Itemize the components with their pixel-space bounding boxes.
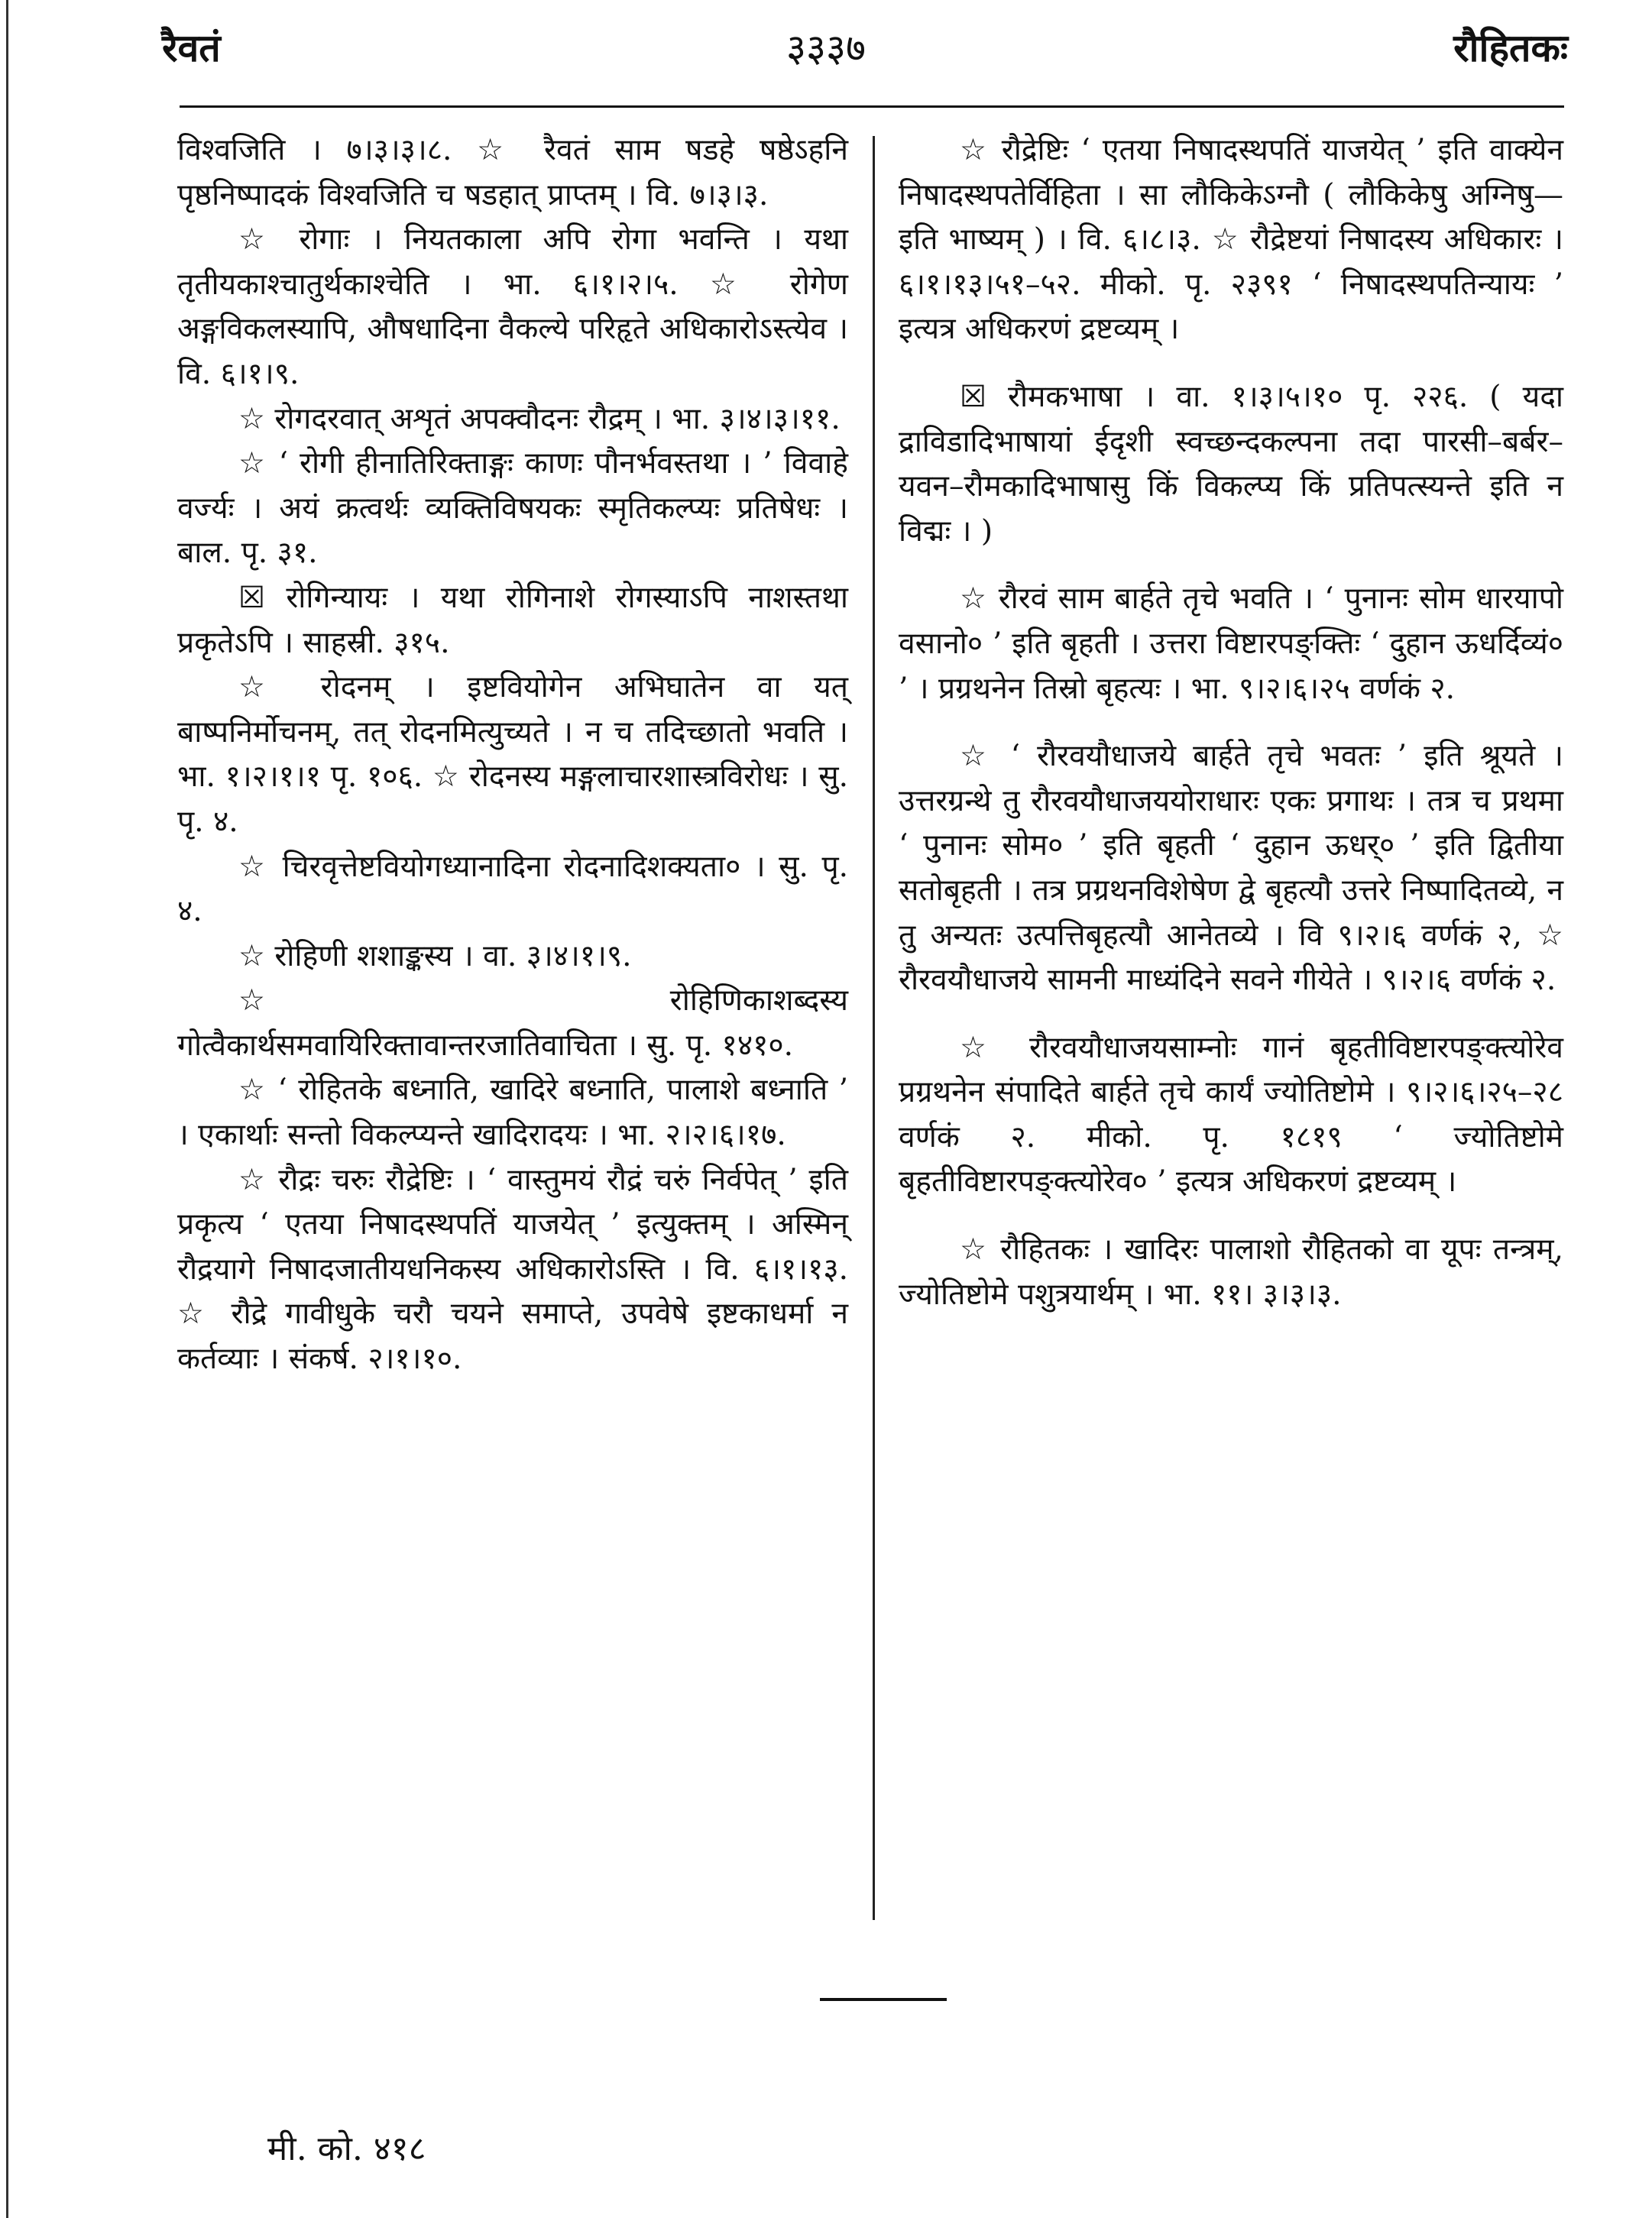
- footer-signature: मी. को. ४१८: [267, 2129, 426, 2168]
- entry-paragraph: ☆ ‘ रोहितके बध्नाति, खादिरे बध्नाति, पालाशे बध्नाति ’ । एकार्थाः सन्तो विकल्प्यन्ते खादिरादयः । भा. २।२।६।१७.: [177, 1073, 848, 1153]
- entry-paragraph: ☆ रौरवयौधाजयसाम्नोः गानं बृहतीविष्टारपङ्क्त्योरेव प्रग्रथनेन संपादिते बार्हते तृचे कार्यं ज्योतिष्टोमे । ९।२।६।२५–२८ वर्णकं २. मीको. पृ. १८१९ ‘ ज्योतिष्टोमे बृहतीविष्टारपङ्क्त्योरेव० ’ इत्यत्र अधिकरणं द्रष्टव्यम् ।: [899, 1030, 1563, 1200]
- running-head-right: रौहितकः: [1453, 25, 1568, 70]
- running-head-left: रैवतं: [162, 25, 221, 70]
- entry-paragraph: ☆ रौद्रेष्टिः ‘ एतया निषादस्थपतिं याजयेत् ’ इति वाक्येन निषादस्थपतेर्विहिता । सा लौकिकेऽग्नौ ( लौकिकेषु अग्निषु—इति भाष्यम् ) । वि. ६।८।३. ☆ रौद्रेष्टयां निषादस्य अधिकारः । ६।१।१३।५१–५२. मीको. पृ. २३९१ ‘ निषादस्थपतिन्यायः ’ इत्यत्र अधिकरणं द्रष्टव्यम् ।: [899, 133, 1563, 347]
- entry-paragraph: विश्वजिति । ७।३।३।८. ☆ रैवतं साम षडहे षष्ठेऽहनि पृष्ठनिष्पादकं विश्वजिति च षडहात् प्राप्तम् । वि. ७।३।३.: [177, 133, 848, 212]
- right-column: [899, 128, 1563, 1317]
- column-divider: [873, 136, 875, 1920]
- entry-paragraph: ☆ रोदनम् । इष्टवियोगेन अभिघातेन वा यत् बाष्पनिर्मोचनम्, तत् रोदनमित्युच्यते । न च तदिच्छातो भवति । भा. १।२।१।१ पृ. १०६. ☆ रोदनस्य मङ्गलाचारशास्त्रविरोधः । सु. पृ. ४.: [177, 670, 848, 839]
- entry-paragraph: ☆ रौरवं साम बार्हते तृचे भवति । ‘ पुनानः सोम धारयापो वसानो० ’ इति बृहती । उत्तरा विष्टारपङ्क्तिः ‘ दुहान ऊधर्दिव्यं० ’ । प्रग्रथनेन तिस्रो बृहत्यः । भा. ९।२।६।२५ वर्णकं २.: [899, 581, 1563, 706]
- header-rule: [180, 105, 1564, 108]
- entry-paragraph: ☆ रोगदरवात् अशृतं अपक्वौदनः रौद्रम् । भा. ३।४।३।११.: [238, 401, 841, 436]
- entry-paragraph: ☆ रौद्रः चरुः रौद्रेष्टिः । ‘ वास्तुमयं रौद्रं चरुं निर्वपेत् ’ इति प्रकृत्य ‘ एतया निषादस्थपतिं याजयेत् ’ इत्युक्तम् । अस्मिन् रौद्रयागे निषादजातीयधनिकस्य अधिकारोऽस्ति । वि. ६।१।१३. ☆ रौद्रे गावीधुके चरौ चयने समाप्ते, उपवेषे इष्टकाधर्मा न कर्तव्याः । संकर्ष. २।१।१०.: [177, 1162, 848, 1377]
- entry-paragraph: ☆ ‘ रोगी हीनातिरिक्ताङ्गः काणः पौनर्भवस्तथा । ’ विवाहे वर्ज्यः । अयं क्रत्वर्थः व्यक्तिविषयकः स्मृतिकल्प्यः प्रतिषेधः । बाल. पृ. ३१.: [177, 446, 848, 571]
- entry-paragraph: ☆ रोहिणी शशाङ्कस्य । वा. ३।४।१।९.: [238, 938, 632, 973]
- entry-paragraph: ☆ चिरवृत्तेष्टवियोगध्यानादिना रोदनादिशक्यता० । सु. पृ. ४.: [177, 849, 848, 929]
- end-rule: [820, 1998, 947, 2001]
- entry-paragraph: ☆ रोहिणिकाशब्दस्य गोत्वैकार्थसमवायिरिक्तावान्तरजातिवाचिता । सु. पृ. १४१०.: [177, 983, 848, 1063]
- page-edge-line: [6, 0, 8, 2218]
- entry-paragraph: ☆ रोगाः । नियतकाला अपि रोगा भवन्ति । यथा तृतीयकाश्चातुर्थकाश्चेति । भा. ६।१।२।५. ☆ रोगेण अङ्गविकलस्यापि, औषधादिना वैकल्ये परिहृते अधिकारोऽस्त्येव । वि. ६।१।९.: [177, 222, 848, 391]
- entry-paragraph: ☆ रौहितकः । खादिरः पालाशो रौहितको वा यूपः तन्त्रम्, ज्योतिष्टोमे पशुत्रयार्थम् । भा. ११। ३।३।३.: [899, 1232, 1563, 1312]
- entry-paragraph: ☆ ‘ रौरवयौधाजये बार्हते तृचे भवतः ’ इति श्रूयते । उत्तरग्रन्थे तु रौरवयौधाजययोराधारः एकः प्रगाथः । तत्र च प्रथमा ‘ पुनानः सोम० ’ इति बृहती ‘ दुहान ऊधर्० ’ इति द्वितीया सतोबृहती । तत्र प्रग्रथनविशेषेण द्वे बृहत्यौ उत्तरे निष्पादितव्ये, न तु अन्यतः उत्पत्तिबृहत्यौ आनेतव्ये । वि ९।२।६ वर्णकं २, ☆ रौरवयौधाजये सामनी माध्यंदिने सवने गीयेते । ९।२।६ वर्णकं २.: [899, 739, 1563, 998]
- entry-paragraph: ☒ रौमकभाषा । वा. १।३।५।१० पृ. २२६. ( यदा द्राविडादिभाषायां ईदृशी स्वच्छन्दकल्पना तदा पारसी–बर्बर–यवन–रौमकादिभाषासु किं विकल्प्य किं प्रतिपत्स्यन्ते इति न विद्मः । ): [899, 379, 1563, 549]
- entry-paragraph: ☒ रोगिन्यायः । यथा रोगिनाशे रोगस्याऽपि नाशस्तथा प्रकृतेऽपि । साहस्री. ३१५.: [177, 580, 848, 660]
- left-column: [177, 128, 848, 1382]
- page-number: ३३३७: [786, 26, 866, 70]
